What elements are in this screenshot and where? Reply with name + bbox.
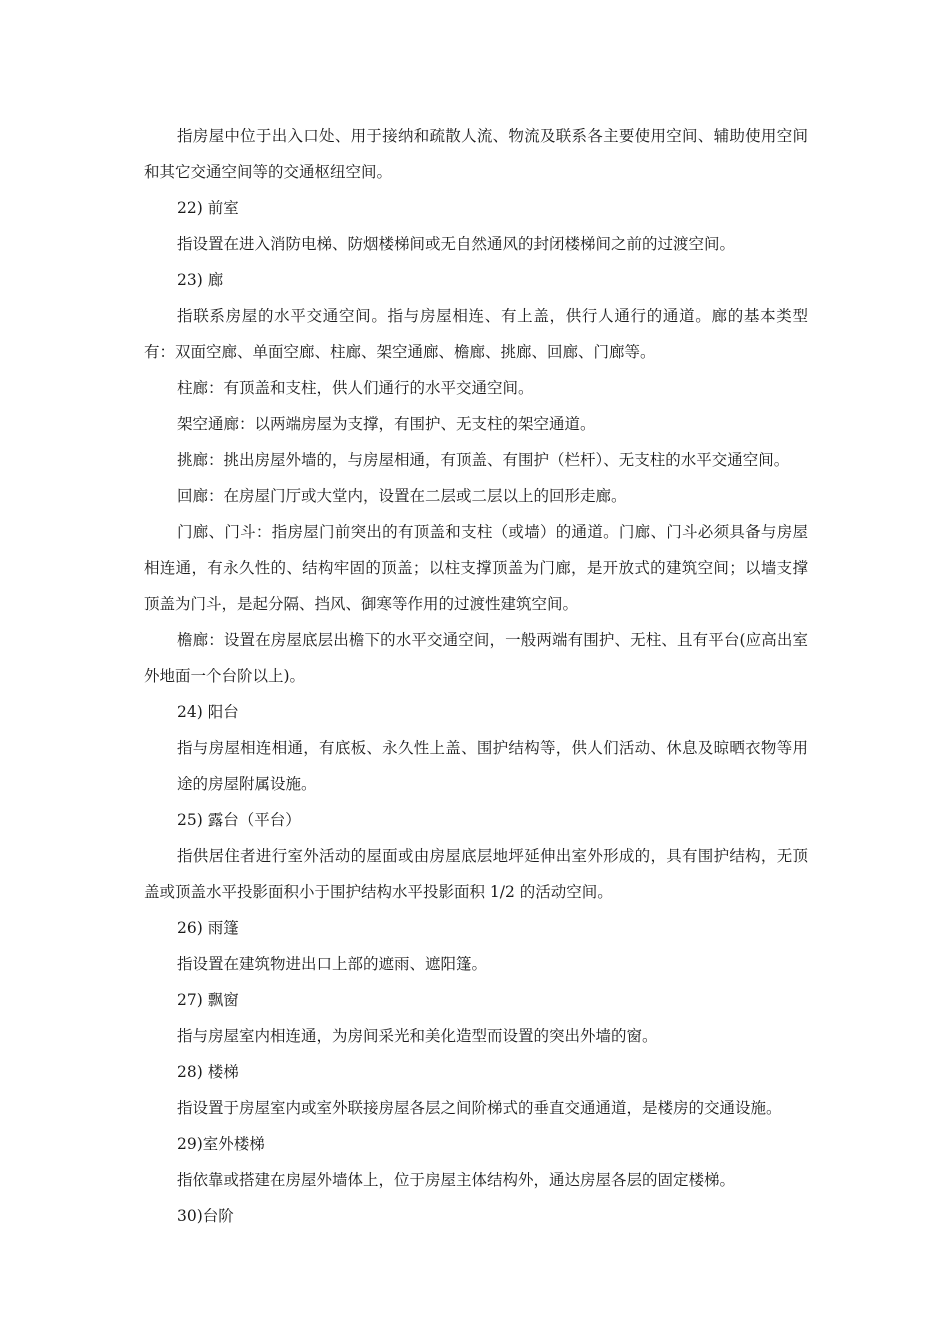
- paragraph-balcony-definition: 指与房屋相连相通，有底板、永久性上盖、围护结构等，供人们活动、休息及晾晒衣物等用途的房屋附属设施。: [177, 739, 808, 793]
- heading-25-terrace: 25) 露台（平台）: [177, 811, 301, 829]
- paragraph-anteroom-definition: 指设置在进入消防电梯、防烟楼梯间或无自然通风的封闭楼梯间之前的过渡空间。: [177, 235, 736, 253]
- heading-22-anteroom: 22) 前室: [177, 199, 239, 217]
- heading-28-stairs: 28) 楼梯: [177, 1063, 239, 1081]
- paragraph-terrace-definition: 指供居住者进行室外活动的屋面或由房屋底层地坪延伸出室外形成的，具有围护结构，无顶盖或顶盖水平投影面积小于围护结构水平投影面积 1/2 的活动空间。: [144, 847, 808, 901]
- paragraph-eave-corridor: 檐廊：设置在房屋底层出檐下的水平交通空间，一般两端有围护、无柱、且有平台(应高出室外地面一个台阶以上)。: [144, 631, 808, 685]
- document-page: [144, 118, 808, 1234]
- paragraph-stairs-definition: 指设置于房屋室内或室外联接房屋各层之间阶梯式的垂直交通通道，是楼房的交通设施。: [177, 1099, 782, 1117]
- paragraph-porch-vestibule: 门廊、门斗：指房屋门前突出的有顶盖和支柱（或墙）的通道。门廊、门斗必须具备与房屋相连通，有永久性的、结构牢固的顶盖；以柱支撑顶盖为门廊，是开放式的建筑空间；以墙支撑顶盖为门斗，是起分隔、挡风、御寒等作用的过渡性建筑空间。: [144, 523, 808, 613]
- paragraph-skyway: 架空通廊：以两端房屋为支撑，有围护、无支柱的架空通道。: [177, 415, 596, 433]
- paragraph-gallery: 回廊：在房屋门厅或大堂内，设置在二层或二层以上的回形走廊。: [177, 487, 627, 505]
- paragraph-cantilever-corridor: 挑廊：挑出房屋外墙的，与房屋相通，有顶盖、有围护（栏杆）、无支柱的水平交通空间。: [177, 451, 790, 469]
- heading-27-bay-window: 27) 飘窗: [177, 991, 239, 1009]
- paragraph-colonnade: 柱廊：有顶盖和支柱，供人们通行的水平交通空间。: [177, 379, 534, 397]
- paragraph-bay-window-definition: 指与房屋室内相连通，为房间采光和美化造型而设置的突出外墙的窗。: [177, 1027, 658, 1045]
- paragraph-lobby-definition: 指房屋中位于出入口处、用于接纳和疏散人流、物流及联系各主要使用空间、辅助使用空间和其它交通空间等的交通枢纽空间。: [144, 127, 808, 181]
- heading-30-steps: 30)台阶: [177, 1207, 234, 1225]
- heading-26-canopy: 26) 雨篷: [177, 919, 239, 937]
- paragraph-outdoor-stairs-definition: 指依靠或搭建在房屋外墙体上，位于房屋主体结构外，通达房屋各层的固定楼梯。: [177, 1171, 736, 1189]
- heading-29-outdoor-stairs: 29)室外楼梯: [177, 1135, 265, 1153]
- paragraph-canopy-definition: 指设置在建筑物进出口上部的遮雨、遮阳篷。: [177, 955, 488, 973]
- heading-23-corridor: 23) 廊: [177, 271, 224, 289]
- paragraph-corridor-definition: 指联系房屋的水平交通空间。指与房屋相连、有上盖，供行人通行的通道。廊的基本类型有：双面空廊、单面空廊、柱廊、架空通廊、檐廊、挑廊、回廊、门廊等。: [144, 307, 808, 361]
- heading-24-balcony: 24) 阳台: [177, 703, 239, 721]
